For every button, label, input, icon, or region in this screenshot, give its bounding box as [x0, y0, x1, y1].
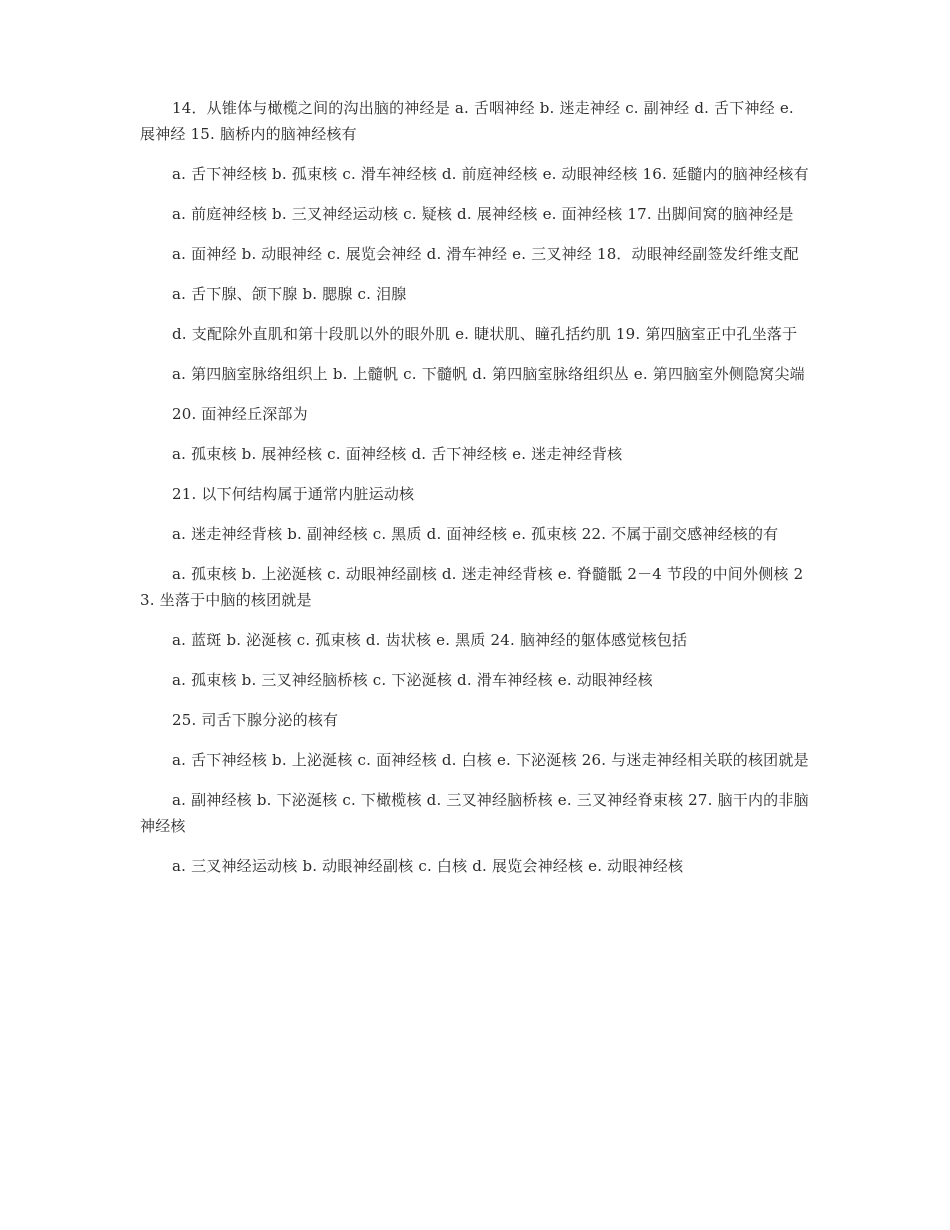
paragraph-16: a. 舌下神经核 b. 上泌涎核 c. 面神经核 d. 白核 e. 下泌涎核 26. 与迷走神经相关联的核团就是: [172, 751, 809, 769]
paragraph-5: a. 舌下腺、颌下腺 b. 腮腺 c. 泪腺: [172, 285, 407, 303]
paragraph-2: a. 舌下神经核 b. 孤束核 c. 滑车神经核 d. 前庭神经核 e. 动眼神经核 16. 延髓内的脑神经核有: [172, 165, 809, 183]
paragraph-14: a. 孤束核 b. 三叉神经脑桥核 c. 下泌涎核 d. 滑车神经核 e. 动眼神经核: [172, 671, 653, 689]
paragraph-17: a. 副神经核 b. 下泌涎核 c. 下橄榄核 d. 三叉神经脑桥核 e. 三叉神经脊束核 27. 脑干内的非脑神经核: [140, 791, 809, 835]
document-page: [140, 95, 812, 893]
paragraph-3: a. 前庭神经核 b. 三叉神经运动核 c. 疑核 d. 展神经核 e. 面神经核 17. 出脚间窝的脑神经是: [172, 205, 794, 223]
paragraph-11: a. 迷走神经背核 b. 副神经核 c. 黑质 d. 面神经核 e. 孤束核 22. 不属于副交感神经核的有: [172, 525, 779, 543]
paragraph-9: a. 孤束核 b. 展神经核 c. 面神经核 d. 舌下神经核 e. 迷走神经背核: [172, 445, 623, 463]
paragraph-4: a. 面神经 b. 动眼神经 c. 展览会神经 d. 滑车神经 e. 三叉神经 18．动眼神经副签发纤维支配: [172, 245, 799, 263]
paragraph-1: 14．从锥体与橄榄之间的沟出脑的神经是 a. 舌咽神经 b. 迷走神经 c. 副神经 d. 舌下神经 e. 展神经 15. 脑桥内的脑神经核有: [140, 99, 794, 143]
paragraph-13: a. 蓝斑 b. 泌涎核 c. 孤束核 d. 齿状核 e. 黑质 24. 脑神经的躯体感觉核包括: [172, 631, 688, 649]
paragraph-8: 20. 面神经丘深部为: [172, 405, 308, 423]
paragraph-12: a. 孤束核 b. 上泌涎核 c. 动眼神经副核 d. 迷走神经背核 e. 脊髓骶 2－4 节段的中间外侧核 23. 坐落于中脑的核团就是: [140, 565, 804, 609]
paragraph-10: 21. 以下何结构属于通常内脏运动核: [172, 485, 415, 503]
paragraph-7: a. 第四脑室脉络组织上 b. 上髓帆 c. 下髓帆 d. 第四脑室脉络组织丛 e. 第四脑室外侧隐窝尖端: [172, 365, 805, 383]
paragraph-15: 25. 司舌下腺分泌的核有: [172, 711, 339, 729]
paragraph-6: d. 支配除外直肌和第十段肌以外的眼外肌 e. 睫状肌、瞳孔括约肌 19. 第四脑室正中孔坐落于: [172, 325, 798, 343]
paragraph-18: a. 三叉神经运动核 b. 动眼神经副核 c. 白核 d. 展览会神经核 e. 动眼神经核: [172, 857, 684, 875]
